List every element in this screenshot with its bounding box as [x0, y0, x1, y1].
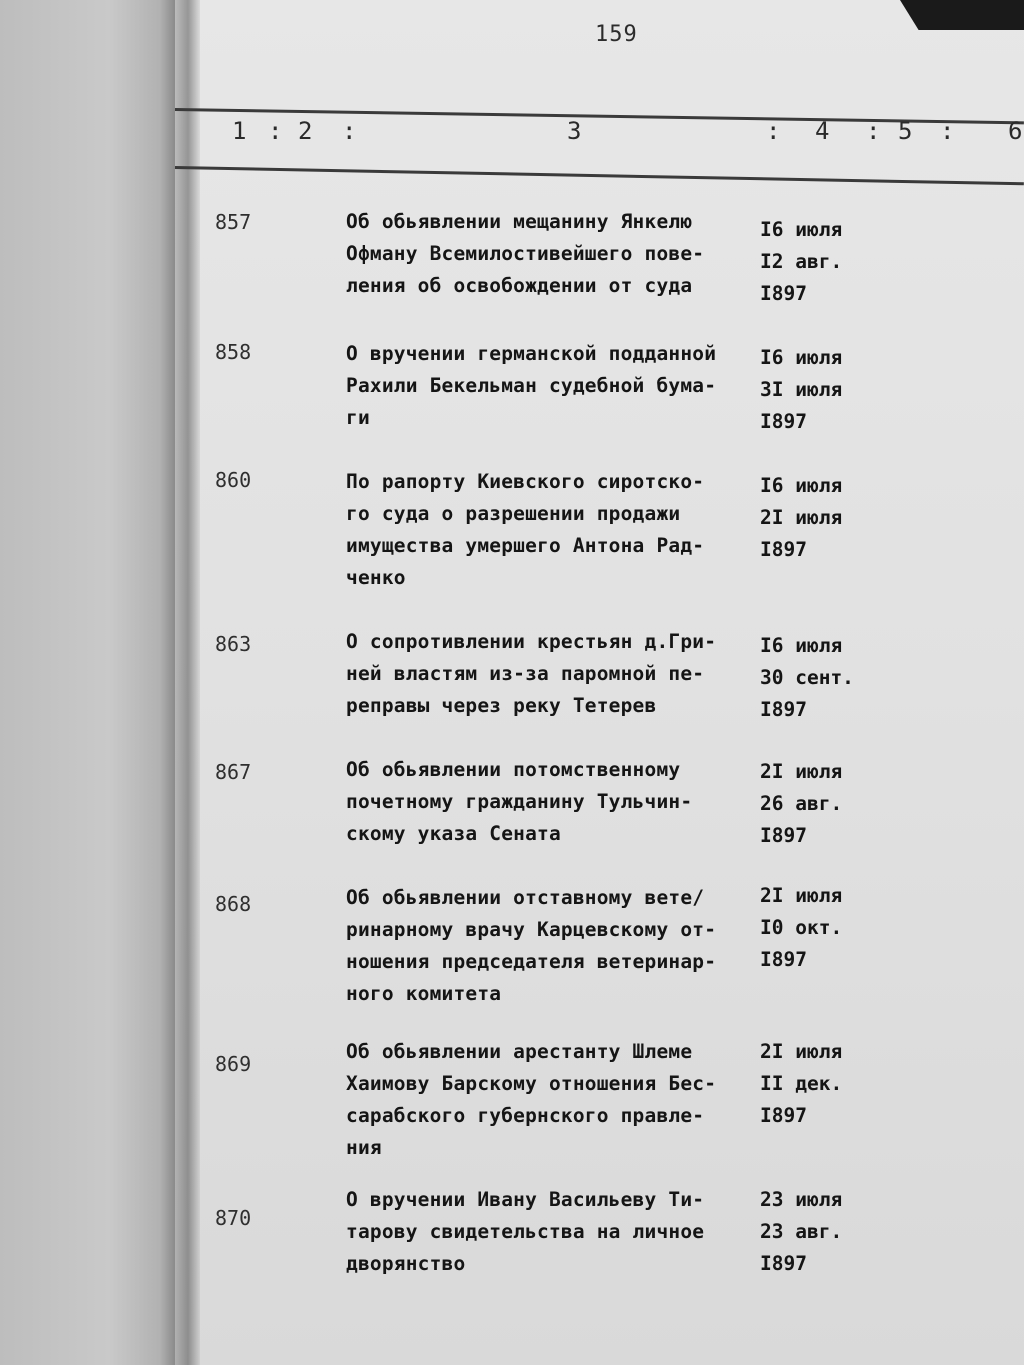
page-corner-shadow [900, 0, 1024, 30]
gutter-shadow [160, 0, 200, 1365]
record-number: 860 [215, 468, 252, 492]
record-dates [760, 630, 880, 726]
record-start-date: I6 июля [760, 218, 843, 241]
record-title-line: О вручении Ивану Васильеву Ти- [346, 1188, 705, 1211]
record-title-line: Об обьявлении потомственному [346, 758, 681, 781]
record-dates [760, 1036, 880, 1132]
record-title-line: Рахили Бекельман судебной бума- [346, 374, 717, 397]
record-number: 857 [215, 210, 252, 234]
column-header-2: 2 [298, 117, 313, 145]
record-dates [760, 756, 880, 852]
record-title-line: О вручении германской подданной [346, 342, 717, 365]
column-header-1: 1 [232, 117, 247, 145]
column-header-separator: : [268, 117, 283, 145]
record-dates [760, 880, 880, 976]
record-title-line: ринарному врачу Карцевскому от- [346, 918, 717, 941]
record-start-date: I6 июля [760, 346, 843, 369]
record-title [346, 338, 756, 434]
record-year: I897 [760, 282, 807, 305]
record-start-date: I6 июля [760, 474, 843, 497]
column-header-separator: : [866, 117, 881, 145]
record-title-line: Офману Всемилостивейшего пове- [346, 242, 705, 265]
record-title [346, 1184, 756, 1280]
column-header-separator: : [342, 117, 357, 145]
record-start-date: 2I июля [760, 760, 843, 783]
book-spine-left-page [0, 0, 182, 1365]
record-title-line: дворянство [346, 1252, 466, 1275]
record-title-line: ления об освобождении от суда [346, 274, 693, 297]
record-title-line: Об обьявлении арестанту Шлеме [346, 1040, 693, 1063]
record-title [346, 754, 756, 850]
record-year: I897 [760, 948, 807, 971]
record-title-line: ги [346, 406, 370, 429]
record-title [346, 466, 756, 594]
record-title-line: тарову свидетельства на личное [346, 1220, 705, 1243]
record-title-line: Хаимову Барскому отношения Бес- [346, 1072, 717, 1095]
record-year: I897 [760, 1252, 807, 1275]
record-end-date: 26 авг. [760, 792, 843, 815]
column-header-separator: : [940, 117, 955, 145]
record-title-line: го суда о разрешении продажи [346, 502, 681, 525]
record-title-line: ченко [346, 566, 406, 589]
record-start-date: 2I июля [760, 1040, 843, 1063]
record-year: I897 [760, 410, 807, 433]
record-title-line: О сопротивлении крестьян д.Гри- [346, 630, 717, 653]
record-dates [760, 214, 880, 310]
record-dates [760, 1184, 880, 1280]
record-title-line: имущества умершего Антона Рад- [346, 534, 705, 557]
record-start-date: I6 июля [760, 634, 843, 657]
record-title-line: скому указа Сената [346, 822, 561, 845]
column-header-separator: : [766, 117, 781, 145]
record-year: I897 [760, 698, 807, 721]
record-end-date: I2 авг. [760, 250, 843, 273]
record-title [346, 626, 756, 722]
record-end-date: 30 сент. [760, 666, 854, 689]
record-title-line: реправы через реку Тетерев [346, 694, 657, 717]
record-title-line: ношения председателя ветеринар- [346, 950, 717, 973]
record-end-date: II дек. [760, 1072, 843, 1095]
column-header-3: 3 [567, 117, 582, 145]
record-title-line: ния [346, 1136, 382, 1159]
record-number: 869 [215, 1052, 252, 1076]
record-end-date: 23 авг. [760, 1220, 843, 1243]
record-year: I897 [760, 538, 807, 561]
record-number: 863 [215, 632, 252, 656]
record-title-line: сарабского губернского правле- [346, 1104, 705, 1127]
page-number: 159 [595, 22, 638, 47]
record-dates [760, 342, 880, 438]
record-number: 858 [215, 340, 252, 364]
record-year: I897 [760, 1104, 807, 1127]
column-header-4: 4 [815, 117, 830, 145]
record-title [346, 206, 756, 302]
record-title [346, 1036, 756, 1164]
record-title-line: почетному гражданину Тульчин- [346, 790, 693, 813]
record-title [346, 882, 756, 1010]
record-title-line: По рапорту Киевского сиротско- [346, 470, 705, 493]
record-end-date: 3I июля [760, 378, 843, 401]
record-end-date: I0 окт. [760, 916, 843, 939]
record-end-date: 2I июля [760, 506, 843, 529]
record-start-date: 2I июля [760, 884, 843, 907]
record-dates [760, 470, 880, 566]
record-number: 870 [215, 1206, 252, 1230]
column-header-6: 6 [1008, 117, 1023, 145]
column-header-5: 5 [898, 117, 913, 145]
record-title-line: ней властям из-за паромной пе- [346, 662, 705, 685]
record-start-date: 23 июля [760, 1188, 843, 1211]
record-number: 868 [215, 892, 252, 916]
record-title-line: Об обьявлении отставному вете/ [346, 886, 705, 909]
record-title-line: ного комитета [346, 982, 502, 1005]
record-year: I897 [760, 824, 807, 847]
record-title-line: Об обьявлении мещанину Янкелю [346, 210, 693, 233]
record-number: 867 [215, 760, 252, 784]
